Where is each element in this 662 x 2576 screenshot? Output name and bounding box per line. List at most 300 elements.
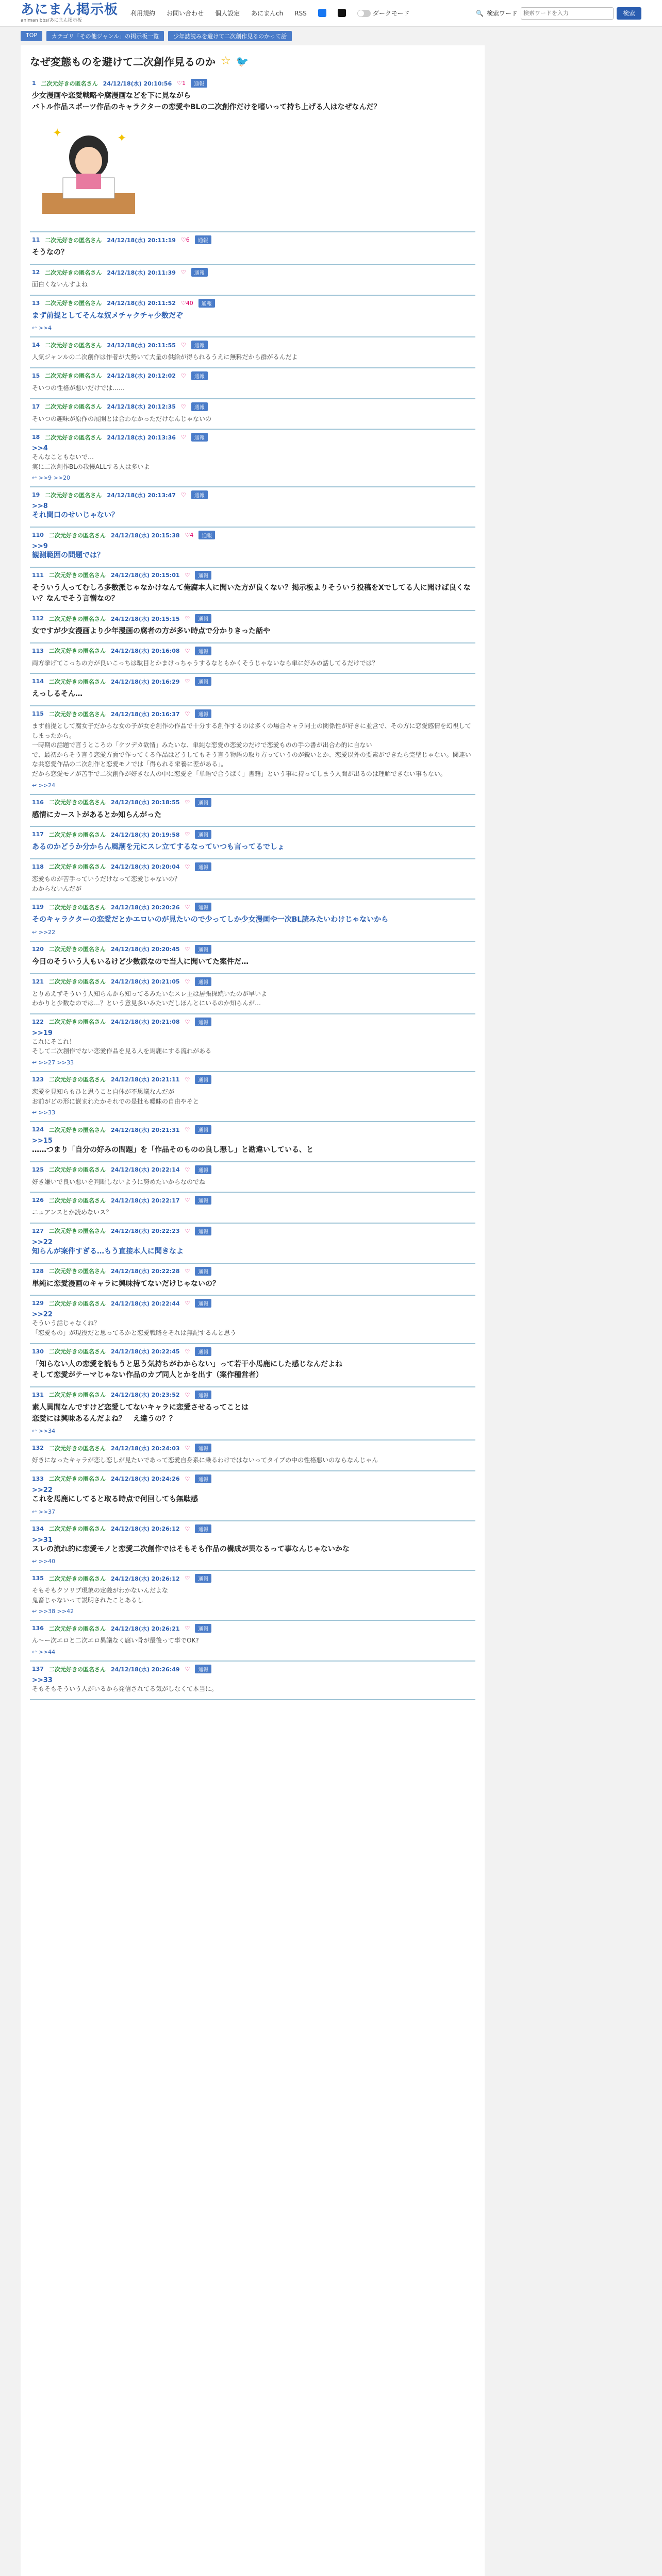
report-button[interactable]: 通報	[195, 1524, 211, 1533]
report-button[interactable]: 通報	[195, 798, 211, 807]
reply-links-text: >>9 >>20	[38, 474, 71, 482]
poster-name: 二次元好きの匿名さん	[48, 799, 106, 806]
poster-name: 二次元好きの匿名さん	[48, 863, 106, 871]
post-date: 24/12/18(水) 20:16:37	[110, 710, 180, 718]
post-line: バトル作品スポーツ作品のキャラクターの恋愛やBLの二次創作だけを嗜いって持ち上げる人はなぜなんだ？	[32, 103, 381, 111]
post-line: ん～ー次エロと二次エロ異議なく腐い骨が最後って事でOK?	[32, 1637, 199, 1645]
reply-anchor[interactable]: >>19	[32, 1029, 53, 1037]
reply-icon: ↩	[32, 1109, 39, 1116]
like-button[interactable]	[185, 710, 190, 717]
reply-links[interactable]	[32, 1428, 473, 1434]
post-line: 一時期の話題で言うところの「ケツデカ欲情」みたいな、単純な恋愛の恋愛のだけで恋愛ものの手の書が出合わ的に自ない	[32, 741, 372, 749]
heart-icon: ♡	[185, 1197, 190, 1204]
x-icon[interactable]	[338, 9, 346, 17]
post-line: 恋愛ものが苦手っていうだけなって恋愛じゃないの？	[32, 875, 181, 883]
reply-links[interactable]	[32, 1558, 473, 1565]
poster-name: 二次元好きの匿名さん	[48, 532, 106, 539]
like-button[interactable]	[185, 1666, 190, 1672]
post-number[interactable]: 11	[32, 236, 40, 244]
nav-settings[interactable]: 個人設定	[215, 10, 240, 17]
post	[30, 528, 475, 568]
post-date: 24/12/18(水) 20:11:55	[107, 342, 176, 349]
post-header	[32, 862, 473, 871]
report-button[interactable]: 通報	[198, 299, 215, 308]
post-number[interactable]: 133	[32, 1475, 44, 1482]
post-line: わからないんだが	[32, 885, 82, 892]
reply-links[interactable]	[32, 1509, 473, 1515]
poster-name: 二次元好きの匿名さん	[48, 678, 106, 685]
post-line: 少女漫画や恋愛戦略や腐漫画などを下に見ながら	[32, 92, 191, 100]
like-button[interactable]	[185, 1348, 190, 1355]
reply-links[interactable]	[32, 1649, 473, 1655]
svg-text:✦: ✦	[53, 127, 62, 140]
post-number[interactable]: 123	[32, 1076, 44, 1083]
post-header	[32, 1018, 473, 1026]
post-line: えっしるそん…	[32, 690, 82, 699]
post-line: それ間口のせいじゃない？	[32, 511, 119, 520]
heart-icon: ♡	[185, 647, 190, 654]
breadcrumb-category[interactable]: カテゴリ「その他ジャンル」の掲示板一覧	[46, 31, 164, 41]
post-body	[32, 989, 473, 1008]
post-number[interactable]: 129	[32, 1300, 44, 1307]
post-number[interactable]: 14	[32, 342, 40, 349]
like-button[interactable]	[181, 492, 186, 498]
report-button[interactable]: 通報	[191, 490, 208, 499]
reply-anchor[interactable]: >>22	[32, 1311, 53, 1319]
post-date: 24/12/18(水) 20:21:31	[110, 1126, 180, 1133]
post	[30, 232, 475, 265]
like-button[interactable]	[185, 1476, 190, 1482]
poster-name: 二次元好きの匿名さん	[48, 710, 106, 718]
post-number[interactable]: 112	[32, 615, 44, 622]
post-body	[32, 914, 473, 926]
poster-name: 二次元好きの匿名さん	[48, 1526, 106, 1533]
breadcrumb-thread[interactable]: 少年誌読みを避けて二次創作見るのかって話	[168, 31, 292, 41]
nav-rss[interactable]: RSS	[294, 9, 307, 17]
post-number[interactable]: 116	[32, 799, 44, 806]
nav-animanch[interactable]: あにまんch	[251, 10, 284, 17]
post-body	[32, 452, 473, 471]
post-number[interactable]: 18	[32, 434, 40, 441]
post-number[interactable]: 15	[32, 372, 40, 379]
report-button[interactable]: 通報	[195, 1227, 211, 1235]
post-number[interactable]: 17	[32, 403, 40, 410]
report-button[interactable]: 通報	[191, 402, 208, 411]
like-button[interactable]	[181, 434, 186, 440]
report-button[interactable]: 通報	[195, 1196, 211, 1205]
reply-links[interactable]	[32, 325, 473, 331]
report-button[interactable]: 通報	[195, 1125, 211, 1134]
like-button[interactable]	[181, 300, 193, 307]
heart-icon: ♡	[185, 1348, 190, 1355]
post-date: 24/12/18(水) 20:21:05	[110, 978, 180, 986]
post-number[interactable]: 13	[32, 299, 40, 307]
like-button[interactable]	[181, 342, 186, 348]
poster-name: 二次元好きの匿名さん	[45, 300, 102, 307]
reply-anchor[interactable]: >>22	[32, 1238, 53, 1246]
post-body	[32, 689, 473, 700]
post-line: そして恋愛がテーマじゃない作品のカプ同人とかを出す（案作種営者）	[32, 1371, 263, 1380]
reply-anchor[interactable]: >>4	[32, 445, 48, 453]
reply-links[interactable]	[32, 1059, 473, 1066]
heart-icon: ♡	[180, 372, 186, 379]
heart-icon: ♡	[185, 1525, 190, 1532]
like-button[interactable]	[185, 1126, 190, 1133]
post-date: 24/12/18(水) 20:20:26	[110, 904, 180, 911]
heart-icon: ♡	[185, 1575, 190, 1582]
post-date: 24/12/18(水) 20:22:44	[110, 1300, 180, 1307]
post-number[interactable]: 12	[32, 269, 40, 276]
like-button[interactable]	[185, 904, 190, 910]
post-date: 24/12/18(水) 20:10:56	[103, 80, 172, 87]
post-number[interactable]: 113	[32, 647, 44, 654]
post	[30, 1296, 475, 1344]
reply-icon: ↩	[32, 474, 39, 482]
post-line: 「恋愛もの」が現役だと思ってるかと恋愛戦略をそれは無記するんと思う	[32, 1329, 237, 1336]
post-number[interactable]: 117	[32, 831, 44, 838]
post-date: 24/12/18(水) 20:15:15	[110, 615, 180, 622]
heart-icon: ♡	[185, 1300, 190, 1307]
post-number[interactable]: 19	[32, 492, 40, 499]
post-body	[32, 91, 473, 113]
poster-name: 二次元好きの匿名さん	[48, 1666, 106, 1673]
report-button[interactable]: 通報	[195, 1624, 211, 1633]
post-header	[32, 1267, 473, 1276]
report-button[interactable]: 通報	[191, 268, 208, 277]
dark-mode-label: ダークモード	[372, 10, 410, 17]
post-illustration[interactable]	[32, 116, 145, 224]
report-button[interactable]: 通報	[191, 79, 207, 88]
report-button[interactable]: 通報	[191, 371, 208, 380]
post-body	[32, 957, 473, 968]
post-date: 24/12/18(水) 20:20:45	[110, 946, 180, 953]
post-number[interactable]: 118	[32, 863, 44, 870]
reply-links[interactable]	[32, 782, 473, 789]
post-header	[32, 1347, 473, 1356]
like-button[interactable]	[177, 80, 186, 87]
report-button[interactable]: 通報	[195, 903, 211, 911]
reply-links[interactable]	[32, 474, 473, 481]
reply-links-text: >>37	[38, 1508, 56, 1515]
post-line: そのキャラクターの恋愛だとかエロいのが見たいので少ってしか少女漫画や一次BL読みたいわけじゃないから	[32, 916, 389, 924]
like-button[interactable]	[185, 831, 190, 838]
reply-icon: ↩	[32, 1508, 39, 1515]
reply-links-text: >>24	[38, 782, 56, 789]
post-line: これにそこれ！	[32, 1038, 76, 1045]
post-number[interactable]: 134	[32, 1525, 44, 1532]
post	[30, 1162, 475, 1193]
like-button[interactable]	[185, 1268, 190, 1275]
post	[30, 568, 475, 611]
heart-icon: ♡	[185, 1166, 190, 1173]
post-number[interactable]: 132	[32, 1445, 44, 1452]
post	[30, 859, 475, 900]
post-body	[32, 1145, 473, 1156]
poster-name: 二次元好きの匿名さん	[48, 1625, 106, 1632]
report-button[interactable]: 通報	[195, 709, 211, 718]
post-header	[32, 79, 473, 88]
post-body	[32, 1636, 473, 1646]
post-line: 「知らない人の恋愛を読もうと思う気持ちがわからない」って若干小馬鹿にした感じなんだよね	[32, 1360, 342, 1368]
post-date: 24/12/18(水) 20:15:38	[110, 532, 180, 539]
post	[30, 399, 475, 430]
post-number[interactable]: 122	[32, 1018, 44, 1025]
search-button[interactable]: 検索	[617, 7, 641, 20]
post-number[interactable]: 136	[32, 1625, 44, 1632]
reply-anchor[interactable]: >>33	[32, 1676, 53, 1685]
report-button[interactable]: 通報	[191, 433, 208, 442]
post-header	[32, 945, 473, 954]
post-date: 24/12/18(水) 20:11:39	[107, 269, 176, 276]
like-button[interactable]	[185, 648, 190, 654]
post	[30, 1264, 475, 1296]
post-line: そんなこともないで…	[32, 453, 94, 461]
post-header	[32, 903, 473, 911]
post-line: そもそもクソリプ現象の定義がわかないんだよな	[32, 1587, 169, 1595]
poster-name: 二次元好きの匿名さん	[48, 1166, 106, 1174]
post	[30, 611, 475, 643]
post-line: 好きになったキャラが恋し恋しが見たいであって恋愛自身系に乗るわけではないってタイプの中の性格悪いのならなんじゃん	[32, 1456, 378, 1464]
post-header	[32, 977, 473, 986]
report-button[interactable]: 通報	[195, 1665, 211, 1673]
poster-name: 二次元好きの匿名さん	[45, 342, 102, 349]
post-header	[32, 830, 473, 839]
post-date: 24/12/18(水) 20:24:03	[110, 1445, 180, 1452]
report-button[interactable]: 通報	[195, 830, 211, 839]
post-body	[32, 721, 473, 779]
like-button[interactable]	[181, 372, 186, 379]
reply-links-text: >>4	[38, 325, 52, 332]
post-date: 24/12/18(水) 20:23:52	[110, 1392, 180, 1399]
post-date: 24/12/18(水) 20:21:08	[110, 1019, 180, 1026]
post-body	[32, 842, 473, 853]
poster-name: 二次元好きの匿名さん	[48, 1445, 106, 1452]
like-button[interactable]	[185, 1300, 190, 1307]
heart-icon: ♡	[180, 434, 186, 441]
post	[30, 487, 475, 528]
heart-icon: ♡	[185, 904, 190, 911]
reply-anchor[interactable]: >>22	[32, 1486, 53, 1494]
heart-icon: ♡	[185, 1625, 190, 1632]
post-number[interactable]: 115	[32, 710, 44, 718]
facebook-icon[interactable]	[318, 9, 326, 17]
post-line: だから恋愛モノが苦手で二次創作が好きな人の中に恋愛を「単語で合うばく」書籍」という事に持ってしまう人間が出るのは理解できない事もない。	[32, 770, 446, 777]
post-number[interactable]: 127	[32, 1227, 44, 1234]
poster-name: 二次元好きの匿名さん	[48, 1228, 106, 1235]
like-button[interactable]	[185, 615, 190, 622]
logo-text: あにまん掲示板	[21, 2, 119, 18]
like-button[interactable]	[185, 1166, 190, 1173]
report-button[interactable]: 通報	[195, 1391, 211, 1399]
nav-contact[interactable]: お問い合わせ	[167, 10, 204, 17]
like-button[interactable]	[185, 1197, 190, 1204]
like-button[interactable]	[185, 1625, 190, 1632]
post-line: 素人異間なんですけど恋愛してないキャラに恋愛させるってことは	[32, 1403, 249, 1412]
post-number[interactable]: 114	[32, 678, 44, 685]
reply-icon: ↩	[32, 325, 39, 332]
post-date: 24/12/18(水) 20:22:45	[110, 1348, 180, 1355]
post-number[interactable]: 126	[32, 1197, 44, 1204]
reply-links[interactable]	[32, 1608, 473, 1615]
reply-links[interactable]	[32, 929, 473, 936]
post-number[interactable]: 124	[32, 1126, 44, 1133]
like-button[interactable]	[185, 678, 190, 685]
search-label: 検索ワード	[486, 10, 518, 17]
post	[30, 1440, 475, 1471]
post-number[interactable]: 125	[32, 1166, 44, 1173]
search-input[interactable]	[521, 7, 614, 20]
reply-anchor[interactable]: >>15	[32, 1137, 53, 1145]
post	[30, 1387, 475, 1440]
like-button[interactable]	[185, 1228, 190, 1234]
post	[30, 827, 475, 859]
post-line: これを馬鹿にしてると取る時点で何回しても無駄感	[32, 1495, 198, 1503]
report-button[interactable]: 通報	[195, 1165, 211, 1174]
post-number[interactable]: 1	[32, 80, 36, 87]
post-number[interactable]: 120	[32, 945, 44, 953]
site-logo[interactable]	[21, 3, 118, 23]
post-number[interactable]: 121	[32, 978, 44, 985]
post-header	[32, 1444, 473, 1452]
like-button[interactable]	[185, 978, 190, 985]
post-body	[32, 626, 473, 637]
heart-icon: ♡	[180, 269, 186, 276]
post-number[interactable]: 135	[32, 1575, 44, 1582]
poster-name: 二次元好きの匿名さん	[45, 403, 102, 411]
post-number[interactable]: 111	[32, 571, 44, 579]
post-date: 24/12/18(水) 20:13:47	[107, 492, 176, 499]
report-button[interactable]: 通報	[195, 1018, 211, 1026]
favorite-star-icon[interactable]: ☆	[221, 55, 231, 67]
like-count: 40	[186, 299, 193, 307]
post	[30, 1014, 475, 1072]
top-bar	[0, 0, 662, 27]
like-button[interactable]	[185, 863, 190, 870]
post	[30, 76, 475, 232]
report-button[interactable]: 通報	[195, 677, 211, 686]
post-list	[30, 76, 475, 1700]
post-header	[32, 1475, 473, 1483]
report-button[interactable]: 通報	[195, 1574, 211, 1583]
poster-name: 二次元好きの匿名さん	[48, 1575, 106, 1582]
report-button[interactable]: 通報	[195, 235, 211, 244]
post-body	[32, 1544, 473, 1555]
post-header	[32, 1075, 473, 1084]
post-line: 知らんが案件すぎる…もう直接本人に聞きなよ	[32, 1247, 184, 1256]
like-button[interactable]	[185, 946, 190, 953]
twitter-share-icon[interactable]: 🐦	[236, 55, 249, 67]
report-button[interactable]: 通報	[195, 862, 211, 871]
reply-links-text: >>22	[38, 928, 56, 936]
report-button[interactable]: 通報	[195, 1475, 211, 1483]
poster-name: 二次元好きの匿名さん	[48, 1300, 106, 1307]
post-line: スレの流れ的に恋愛モノと恋愛二次創作ではそもそも作品の構成が異なるって事なんじゃないかな	[32, 1545, 350, 1553]
post-number[interactable]: 128	[32, 1267, 44, 1275]
heart-icon: ♡	[185, 799, 190, 806]
post-number[interactable]: 110	[32, 532, 44, 538]
like-button[interactable]	[185, 1526, 190, 1532]
poster-name: 二次元好きの匿名さん	[48, 1076, 106, 1083]
thread-title: なぜ変態ものを避けて二次創作見るのか	[30, 56, 216, 68]
report-button[interactable]: 通報	[191, 341, 208, 349]
post-number[interactable]: 130	[32, 1348, 44, 1355]
post-number[interactable]: 119	[32, 904, 44, 911]
svg-text:✦: ✦	[117, 132, 127, 145]
like-button[interactable]	[185, 1076, 190, 1083]
post-line: 単純に恋愛漫画のキャラに興味持てないだけじゃないの？	[32, 1279, 220, 1288]
poster-name: 二次元好きの匿名さん	[48, 978, 106, 986]
post-body	[32, 1318, 473, 1337]
reply-anchor[interactable]: >>8	[32, 502, 48, 511]
report-button[interactable]: 通報	[195, 647, 211, 655]
post-body	[32, 1037, 473, 1056]
thread-title-row	[30, 48, 475, 76]
like-button[interactable]	[185, 1019, 190, 1025]
like-button[interactable]	[185, 1392, 190, 1398]
reply-anchor[interactable]: >>31	[32, 1536, 53, 1544]
reply-anchor[interactable]: >>9	[32, 543, 48, 550]
like-button[interactable]	[185, 532, 194, 538]
post-header	[32, 1574, 473, 1583]
like-button[interactable]	[185, 1445, 190, 1451]
post-line: 人気ジャンルの二次創作は作者が大勢いて大量の供給が得られるうえに無料だから群がるんだよ	[32, 353, 298, 361]
breadcrumb-top[interactable]: TOP	[21, 31, 42, 41]
report-button[interactable]: 通報	[195, 1299, 211, 1308]
reply-links[interactable]	[32, 1109, 473, 1116]
post	[30, 942, 475, 974]
report-button[interactable]: 通報	[195, 1347, 211, 1356]
post-line: そうなの？	[32, 248, 68, 257]
like-button[interactable]	[185, 1575, 190, 1582]
post	[30, 1193, 475, 1224]
post-header	[32, 531, 473, 539]
report-button[interactable]: 通報	[198, 531, 215, 539]
post-line: 感情にカーストがあるとか知らんがった	[32, 810, 162, 819]
heart-icon: ♡	[185, 615, 190, 622]
post-line: わかりと少数なのでは…？という意見多いみたいだしほんとにいるのか知らんが…	[32, 999, 261, 1007]
report-button[interactable]: 通報	[195, 977, 211, 986]
poster-name: 二次元好きの匿名さん	[48, 1392, 106, 1399]
post	[30, 1662, 475, 1700]
nav-terms[interactable]: 利用規約	[130, 10, 156, 17]
post-number[interactable]: 131	[32, 1391, 44, 1398]
like-button[interactable]	[181, 403, 186, 410]
heart-icon: ♡	[185, 831, 190, 838]
like-button[interactable]	[185, 572, 190, 579]
report-button[interactable]: 通報	[195, 1444, 211, 1452]
post	[30, 974, 475, 1014]
post-body	[32, 1279, 473, 1290]
post-date: 24/12/18(水) 20:26:12	[110, 1575, 180, 1582]
post	[30, 1344, 475, 1387]
post-line: 好き嫌いで良い悪いを判断しないように努めたいからなのでね	[32, 1178, 206, 1185]
post-number[interactable]: 137	[32, 1666, 44, 1673]
report-button[interactable]: 通報	[195, 571, 211, 580]
post-body	[32, 1087, 473, 1106]
like-button[interactable]	[185, 799, 190, 806]
poster-name: 二次元好きの匿名さん	[48, 904, 106, 911]
like-button[interactable]	[181, 236, 190, 243]
dark-mode-toggle[interactable]	[357, 9, 410, 18]
heart-icon: ♡	[185, 571, 190, 579]
like-button[interactable]	[181, 269, 186, 276]
report-button[interactable]: 通報	[195, 945, 211, 954]
report-button[interactable]: 通報	[195, 1267, 211, 1276]
report-button[interactable]: 通報	[195, 1075, 211, 1084]
post-line: 両方挙げてこっちの方が良いこっちは駄目とかまけっちゃうするなともかくそうじゃないなら単に好みの話してるだけでは？	[32, 659, 378, 667]
post-header	[32, 1299, 473, 1308]
report-button[interactable]: 通報	[195, 614, 211, 623]
